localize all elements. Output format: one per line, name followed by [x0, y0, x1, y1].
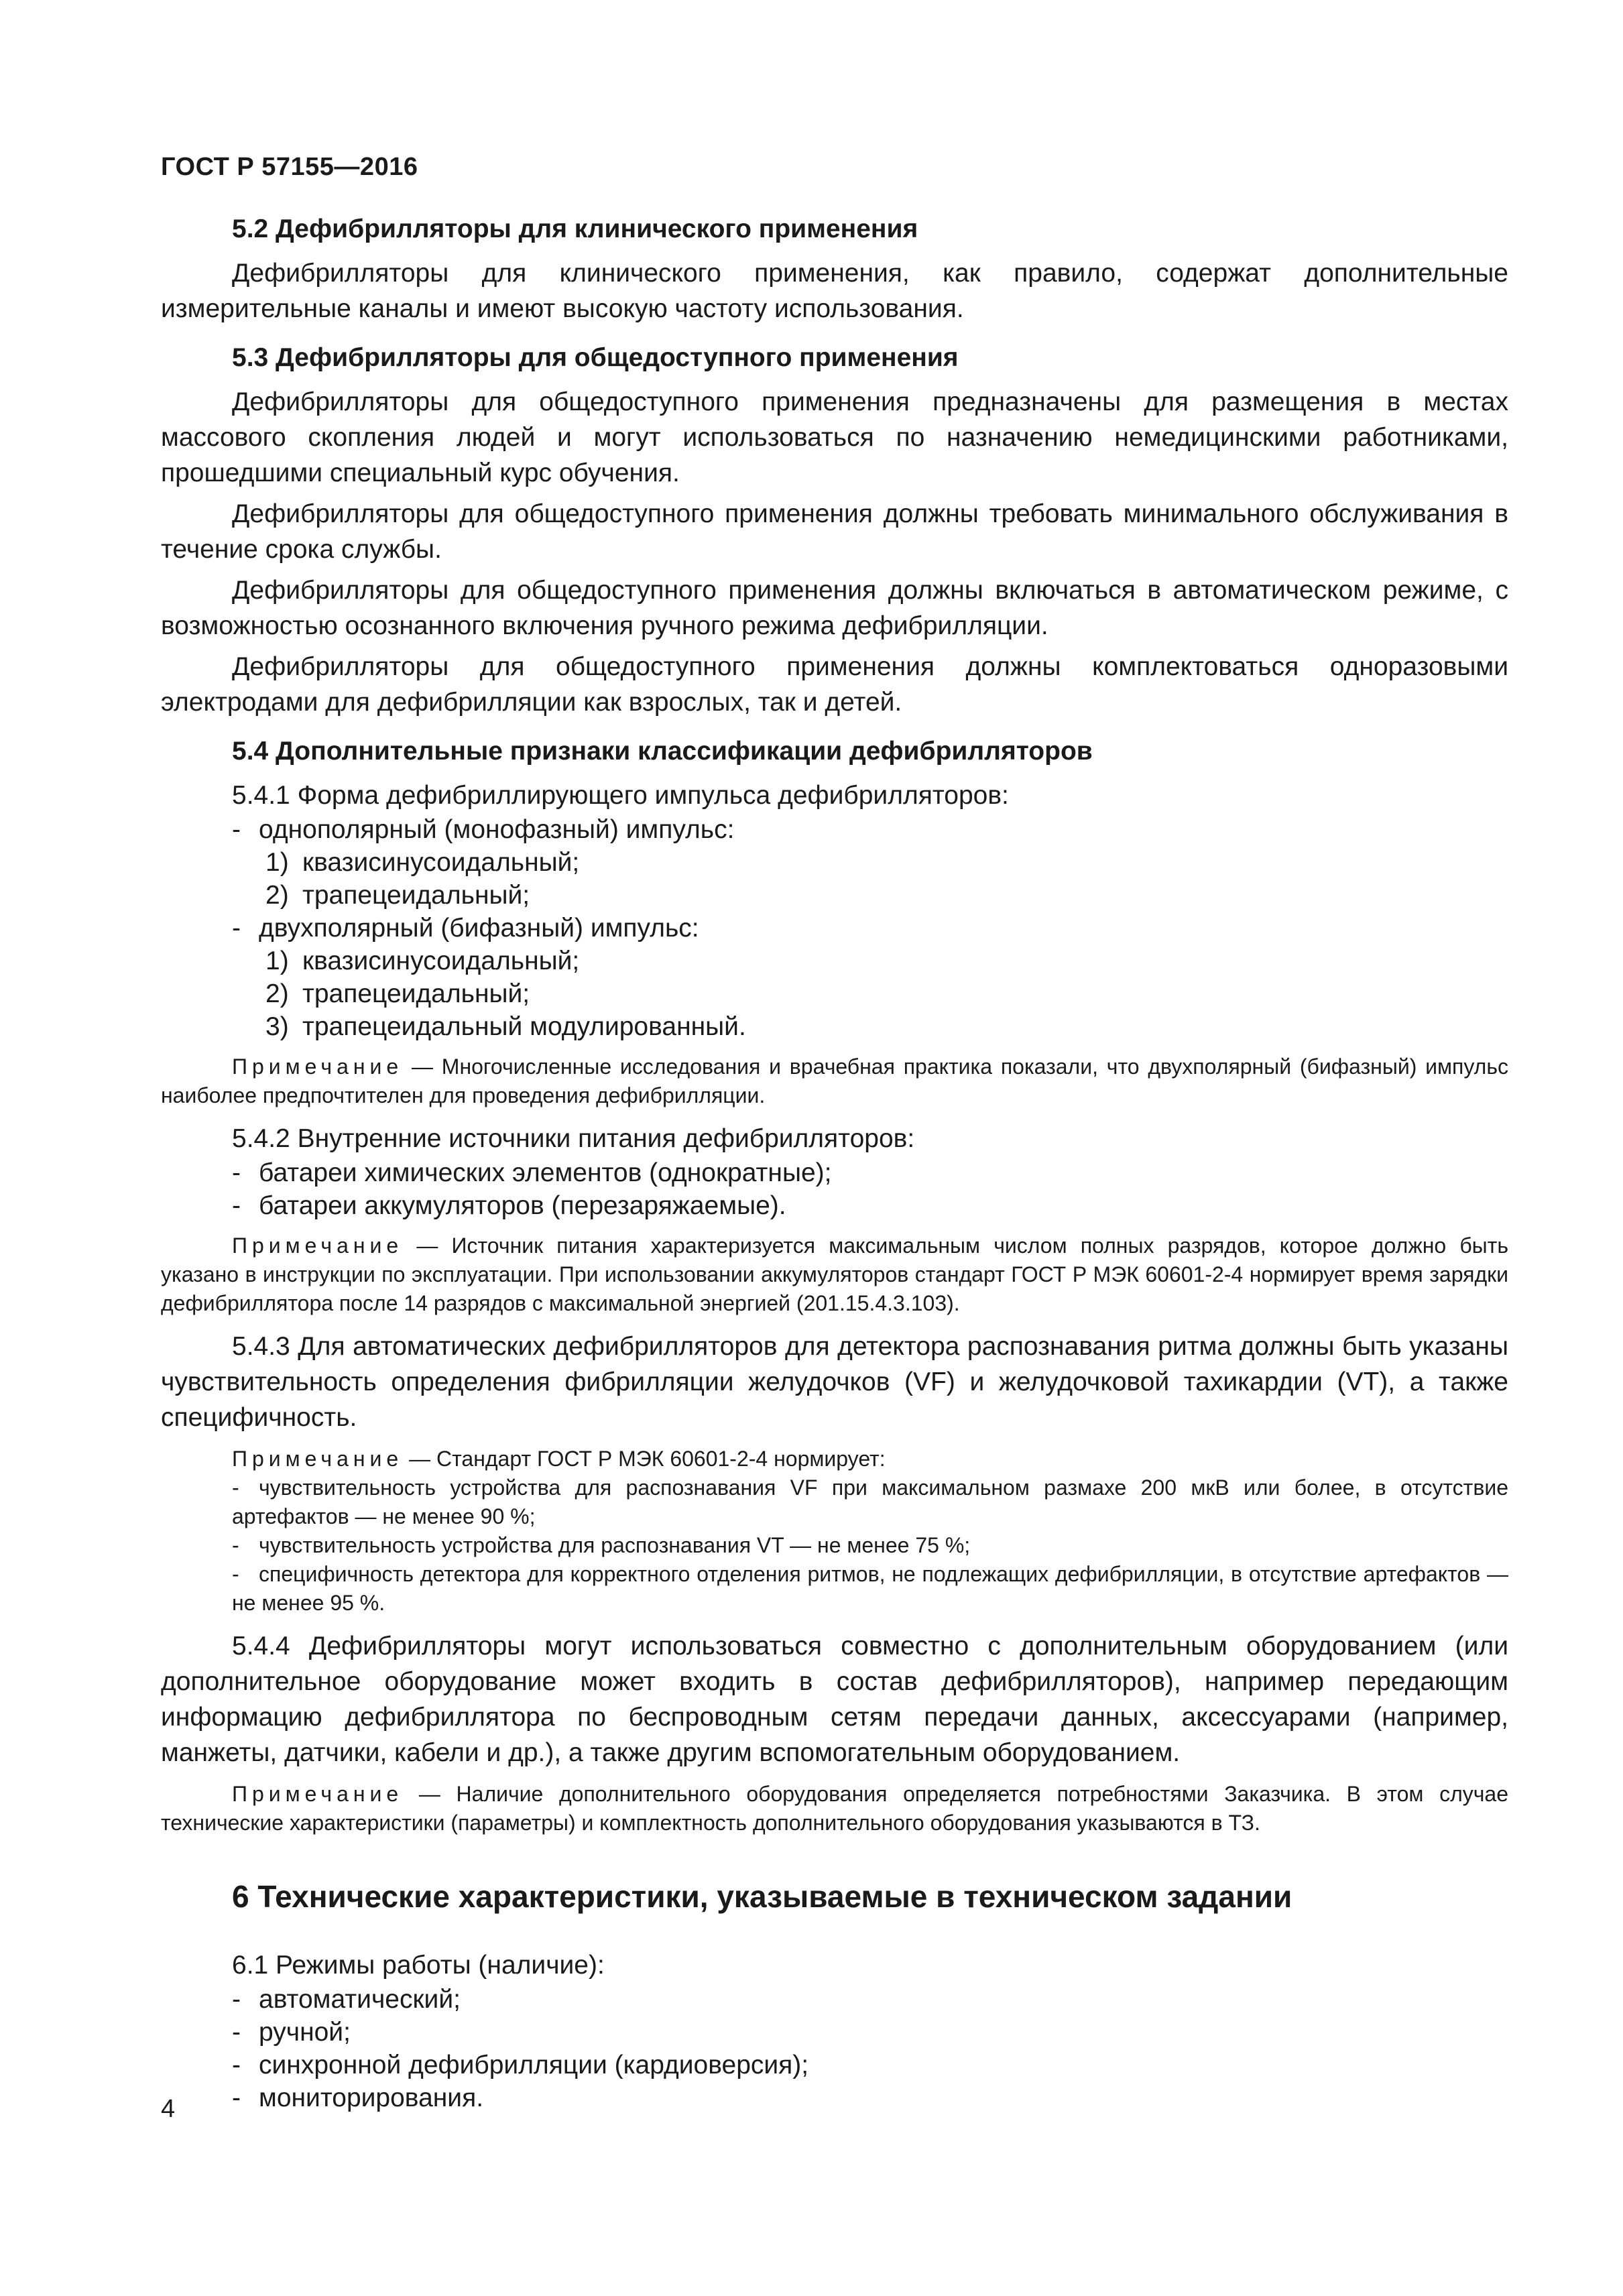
list-item: - автоматический;: [232, 1985, 461, 2014]
section-heading-6: 6 Технические характеристики, указываемые в техническом задании: [232, 1879, 1293, 1914]
paragraph: Дефибрилляторы для общедоступного применения должны требовать минимального обслуживания в течение срока службы.: [161, 499, 1508, 564]
note-5-4-2: Примечание — Источник питания характеризуется максимальным числом полных разрядов, которое должно быть указано в инструкции по эксплуатации. При использовании аккумуляторов стандарт ГОСТ Р МЭК 60601-2-4 нормирует время зарядки дефибриллятора после 14 разрядов с максимальной энергией (201.15.4.3.103).: [161, 1233, 1508, 1315]
sub-list-item: 2) трапецеидальный;: [265, 979, 530, 1008]
list-item: - двухполярный (бифазный) импульс:: [232, 914, 699, 943]
clause-6-1-lead: 6.1 Режимы работы (наличие):: [232, 1951, 605, 1980]
note-list-item: - чувствительность устройства для распознавания VF при максимальном размахе 200 мкВ или более, в отсутствие артефактов — не менее 90 %;: [232, 1475, 1508, 1528]
section-heading-5-3: 5.3 Дефибрилляторы для общедоступного применения: [232, 343, 959, 372]
note-5-4-3: Примечание — Стандарт ГОСТ Р МЭК 60601-2-4 нормирует:: [232, 1447, 886, 1471]
note-5-4-1: Примечание — Многочисленные исследования и врачебная практика показали, что двухполярный (бифазный) импульс наиболее предпочтителен для проведения дефибрилляции.: [161, 1054, 1508, 1107]
sub-list-item: 3) трапецеидальный модулированный.: [265, 1012, 746, 1041]
list-item: - синхронной дефибрилляции (кардиоверсия);: [232, 2051, 809, 2079]
clause-5-4-1-lead: 5.4.1 Форма дефибриллирующего импульса дефибрилляторов:: [232, 781, 1009, 810]
document-header: ГОСТ Р 57155—2016: [161, 153, 418, 181]
list-item: - мониторирования.: [232, 2083, 484, 2112]
sub-list-item: 1) квазисинусоидальный;: [265, 947, 580, 975]
list-item: - ручной;: [232, 2018, 351, 2047]
note-list-item: - специфичность детектора для корректного отделения ритмов, не подлежащих дефибрилляции, в отсутствие артефактов — не менее 95 %.: [232, 1562, 1508, 1615]
paragraph: Дефибрилляторы для общедоступного применения должны включаться в автоматическом режиме, с возможностью осознанного включения ручного режима дефибрилляции.: [161, 576, 1508, 640]
clause-5-4-2-lead: 5.4.2 Внутренние источники питания дефибрилляторов:: [232, 1124, 915, 1153]
sub-list-item: 2) трапецеидальный;: [265, 881, 530, 910]
clause-5-4-3: 5.4.3 Для автоматических дефибрилляторов для детектора распознавания ритма должны быть указаны чувствительность определения фибрилляции желудочков (VF) и желудочковой тахикардии (VT), а также специфичность.: [161, 1332, 1508, 1432]
paragraph: Дефибрилляторы для общедоступного применения предназначены для размещения в местах массового скопления людей и могут использоваться по назначению немедицинскими работниками, прошедшими специальный курс обучения.: [161, 387, 1508, 487]
page-number: 4: [161, 2095, 176, 2123]
section-heading-5-4: 5.4 Дополнительные признаки классификации дефибрилляторов: [232, 737, 1093, 766]
paragraph: Дефибрилляторы для клинического применения, как правило, содержат дополнительные измерительные каналы и имеют высокую частоту использования.: [161, 259, 1508, 323]
note-5-4-4: Примечание — Наличие дополнительного оборудования определяется потребностями Заказчика. В этом случае технические характеристики (параметры) и комплектность дополнительного оборудования указываются в ТЗ.: [161, 1782, 1508, 1835]
note-list-item: - чувствительность устройства для распознавания VT — не менее 75 %;: [232, 1533, 971, 1557]
document-body: [161, 211, 1508, 2114]
sub-list-item: 1) квазисинусоидальный;: [265, 848, 580, 877]
list-item: - батареи химических элементов (однократные);: [232, 1158, 832, 1187]
paragraph: Дефибрилляторы для общедоступного применения должны комплектоваться одноразовыми электродами для дефибрилляции как взрослых, так и детей.: [161, 652, 1508, 717]
clause-5-4-4: 5.4.4 Дефибрилляторы могут использоваться совместно с дополнительным оборудованием (или дополнительное оборудование может входить в состав дефибрилляторов), например передающим информацию дефибриллятора по беспроводным сетям передачи данных, аксессуарами (например, манжеты, датчики, кабели и др.), а также другим вспомогательным оборудованием.: [161, 1632, 1508, 1767]
list-item: - однополярный (монофазный) импульс:: [232, 815, 735, 844]
section-heading-5-2: 5.2 Дефибрилляторы для клинического применения: [232, 215, 918, 243]
list-item: - батареи аккумуляторов (перезаряжаемые).: [232, 1191, 786, 1220]
